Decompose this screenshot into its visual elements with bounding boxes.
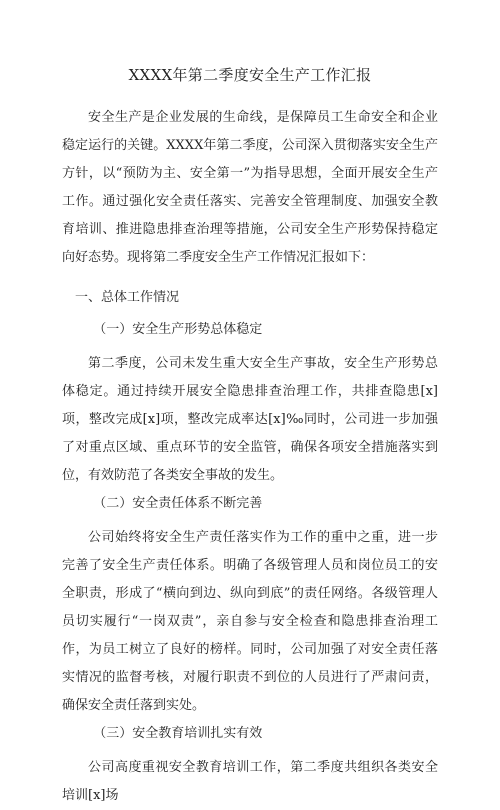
subsection-paragraph-training: 公司高度重视安全教育培训工作，第二季度共组织各类安全培训[x]场 xyxy=(62,760,438,803)
section-heading-overall: 一、总体工作情况 xyxy=(75,290,180,305)
spacer xyxy=(62,272,438,278)
subsection-paragraph-stable: 第二季度，公司未发生重大安全生产事故，安全生产形势总体稳定。通过持续开展安全隐患排查治理工作，共排查隐患[x]项，整改完成[x]项，整改完成率达[x]‰同时，公司进一步加强了对重点区域、重点环节的安全监管，确保各项安全措施落实到位，有效防范了各类安全事故的发生。 xyxy=(62,356,438,483)
subsection-paragraph-responsibility: 公司始终将安全生产责任落实作为工作的重中之重，进一步完善了安全生产责任体系。明确了各级管理人员和岗位员工的安全职责，形成了“横向到边、纵向到底”的责任网络。各级管理人员切实履行“一岗双责”，亲自参与安全检查和隐患排查治理工作，为员工树立了良好的榜样。同时，公司加强了对安全责任落实情况的监督考核，对履行职责不到位的人员进行了严肃问责，确保安全责任落到实处。 xyxy=(62,530,438,713)
intro-paragraph: 安全生产是企业发展的生命线，是保障员工生命安全和企业稳定运行的关键。XXXX年第二季度，公司深入贯彻落实安全生产方针，以“预防为主、安全第一”为指导思想，全面开展安全生产工作。通过强化安全责任落实、完善安全管理制度、加强安全教育培训、推进隐患排查治理等措施，公司安全生产形势保持稳定向好态势。现将第二季度安全生产工作情况汇报如下： xyxy=(62,110,438,265)
subsection-heading-responsibility: （二）安全责任体系不断完善 xyxy=(93,496,263,511)
document-title: XXXX年第二季度安全生产工作汇报 xyxy=(128,66,372,84)
subsection-heading-stable: （一）安全生产形势总体稳定 xyxy=(93,322,263,337)
subsection-heading-training: （三）安全教育培训扎实有效 xyxy=(93,726,263,741)
